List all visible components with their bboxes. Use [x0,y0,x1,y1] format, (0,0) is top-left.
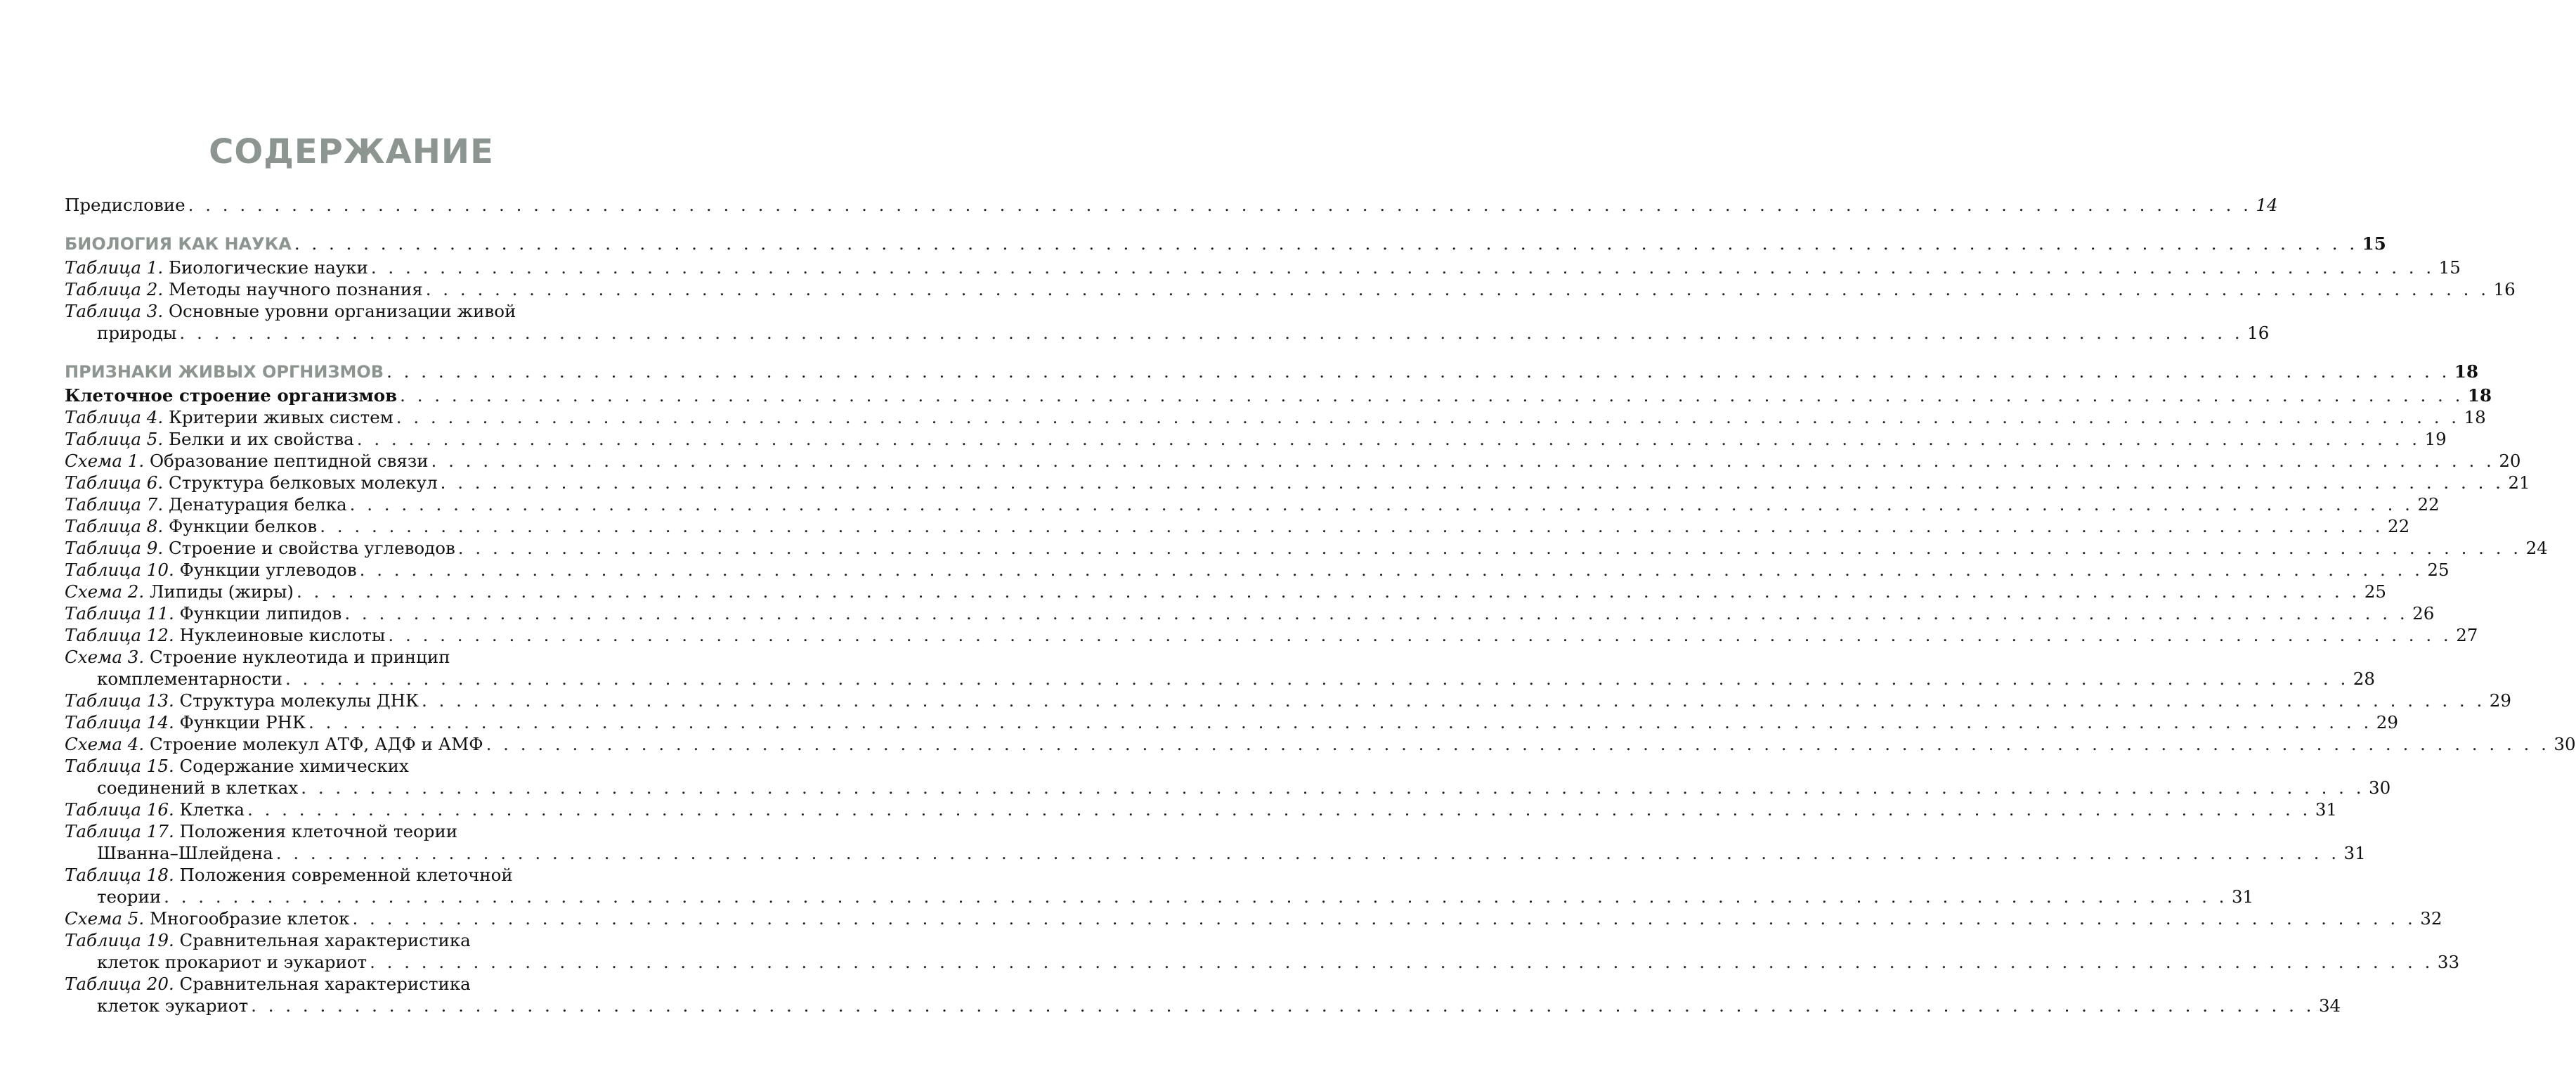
toc-entry [65,799,2338,820]
page-number: 22 [2417,494,2440,515]
toc-line [65,537,2548,559]
page-number: 33 [2437,952,2460,972]
dot-leader: . . . . . . . . . . . . . . . . . . . . . . . . . . . . . . . . . . . . . . . . . . . . . . . . . . . . . . . . . . . . . . . . . . . . . . . . . . . . . . . . . . . . . . . . . . . . . . . . . . . . . . . . . . . . . . . . . . . . . . . . [285,669,2349,689]
toc-line [65,842,2366,864]
toc-line [65,493,2440,515]
dot-leader: . . . . . . . . . . . . . . . . . . . . . . . . . . . . . . . . . . . . . . . . . . . . . . . . . . . . . . . . . . . . . . . . . . . . . . . . . . . . . . . . . . . . . . . . . . . . . . . . . . . . . . . . . . . . . . . . . . . . . . . . [320,516,2384,536]
toc-entry-label: Таблица 16. [65,799,174,820]
toc-entry-text: Нуклеиновые кислоты [179,625,386,645]
toc-entry-text: Основные уровни организации живой [168,301,516,321]
dot-leader: . . . . . . . . . . . . . . . . . . . . . . . . . . . . . . . . . . . . . . . . . . . . . . . . . . . . . . . . . . . . . . . . . . . . . . . . . . . . . . . . . . . . . . . . . . . . . . . . . . . . . . . . . . . . . . . . . . . . . . . . [301,777,2365,798]
toc-line [65,472,2530,493]
page-number: 29 [2376,712,2398,732]
toc-line [65,257,2461,278]
toc-preface-entry [65,194,2278,216]
toc-entry-text: Положения современной клеточной [179,865,513,885]
toc-entry-text: Функции РНК [179,712,306,732]
toc-line [65,995,2341,1016]
toc-entry-label: Таблица 12. [65,625,174,645]
toc-line [65,322,2270,344]
toc-line [65,951,2460,973]
toc-entry [65,755,2391,799]
toc-line [65,385,2492,406]
toc-entry-label: Схема 1. [65,451,145,471]
toc-line [65,194,2278,216]
toc-entry [65,733,2576,755]
toc-entry-text: Функции углеводов [179,560,357,580]
dot-leader: . . . . . . . . . . . . . . . . . . . . . . . . . . . . . . . . . . . . . . . . . . . . . . . . . . . . . . . . . . . . . . . . . . . . . . . . . . . . . . . . . . . . . . . . . . . . . . . . . . . . . . . . . . . . . . . . . . . . . . . . [344,603,2409,624]
toc-entry-label: Таблица 9. [65,538,164,558]
toc-entry-text: БИОЛОГИЯ КАК НАУКА [65,234,292,254]
toc-entry-text: Биологические науки [168,257,368,278]
toc-line [65,300,600,322]
page-number: 30 [2554,734,2576,754]
toc-entry [65,257,2461,278]
toc-entry [65,624,2478,646]
toc-entry-text: Положения клеточной теории [179,821,458,841]
page-number: 19 [2424,429,2447,449]
page-number: 15 [2362,233,2386,254]
toc-entry-text: Функции липидов [179,603,342,624]
toc-line [65,777,2391,799]
dot-leader: . . . . . . . . . . . . . . . . . . . . . . . . . . . . . . . . . . . . . . . . . . . . . . . . . . . . . . . . . . . . . . . . . . . . . . . . . . . . . . . . . . . . . . . . . . . . . . . . . . . . . . . . . . . . . . . . . . . . . . . . [396,407,2460,427]
dot-leader: . . . . . . . . . . . . . . . . . . . . . . . . . . . . . . . . . . . . . . . . . . . . . . . . . . . . . . . . . . . . . . . . . . . . . . . . . . . . . . . . . . . . . . . . . . . . . . . . . . . . . . . . . . . . . . . . . . . . . . . . [386,361,2450,382]
page-number: 31 [2231,886,2254,907]
toc-line [65,929,600,951]
toc-entry [65,711,2398,733]
toc-entry-label: Таблица 6. [65,472,164,493]
toc-entry [65,602,2435,624]
toc-line [65,559,2450,581]
toc-subsection-heading [65,385,2492,406]
toc-entry-label: Таблица 7. [65,494,164,515]
toc-entry-label: Таблица 19. [65,930,174,950]
toc-line [65,515,2410,537]
page-number: 29 [2489,690,2511,711]
toc-entry-text: Строение и свойства углеводов [168,538,455,558]
page-number: 14 [2256,195,2278,215]
toc-line [65,581,2386,602]
page-number: 24 [2525,538,2548,558]
dot-leader: . . . . . . . . . . . . . . . . . . . . . . . . . . . . . . . . . . . . . . . . . . . . . . . . . . . . . . . . . . . . . . . . . . . . . . . . . . . . . . . . . . . . . . . . . . . . . . . . . . . . . . . . . . . . . . . . . . . . . . . . [486,734,2550,754]
toc-line [65,278,2516,300]
toc-entry-label: Таблица 18. [65,865,174,885]
toc-line [65,886,2254,908]
toc-line [65,864,600,886]
toc-entry-label: Таблица 17. [65,821,174,841]
toc-entry-text: Предисловие [65,195,186,215]
toc-entry-label: Таблица 4. [65,407,164,427]
page-number: 21 [2508,472,2530,493]
toc-entry [65,908,2442,929]
dot-leader: . . . . . . . . . . . . . . . . . . . . . . . . . . . . . . . . . . . . . . . . . . . . . . . . . . . . . . . . . . . . . . . . . . . . . . . . . . . . . . . . . . . . . . . . . . . . . . . . . . . . . . . . . . . . . . . . . . . . . . . . [296,581,2360,602]
page-number: 25 [2364,581,2386,602]
toc-entry-text: Сравнительная характеристика [179,930,471,950]
toc-section-heading [65,359,2479,385]
dot-leader: . . . . . . . . . . . . . . . . . . . . . . . . . . . . . . . . . . . . . . . . . . . . . . . . . . . . . . . . . . . . . . . . . . . . . . . . . . . . . . . . . . . . . . . . . . . . . . . . . . . . . . . . . . . . . . . . . . . . . . . . [308,712,2372,732]
toc-line [65,359,2479,385]
toc-entry-text: Многообразие клеток [149,908,350,929]
toc-entry [65,646,2375,690]
page-number: 26 [2412,603,2435,624]
toc-line [65,406,2486,428]
page-number: 25 [2427,560,2450,580]
page-number: 27 [2456,625,2478,645]
toc-entry [65,864,2254,908]
toc-line [65,668,2375,690]
toc-entry-text: Шванна–Шлейдена [97,843,273,863]
toc-entry-text: Клеточное строение организмов [65,385,398,406]
dot-leader: . . . . . . . . . . . . . . . . . . . . . . . . . . . . . . . . . . . . . . . . . . . . . . . . . . . . . . . . . . . . . . . . . . . . . . . . . . . . . . . . . . . . . . . . . . . . . . . . . . . . . . . . . . . . . . . . . . . . . . . . [421,690,2485,711]
toc-entry-text: природы [97,323,177,343]
dot-leader: . . . . . . . . . . . . . . . . . . . . . . . . . . . . . . . . . . . . . . . . . . . . . . . . . . . . . . . . . . . . . . . . . . . . . . . . . . . . . . . . . . . . . . . . . . . . . . . . . . . . . . . . . . . . . . . . . . . . . . . . [247,799,2311,820]
dot-leader: . . . . . . . . . . . . . . . . . . . . . . . . . . . . . . . . . . . . . . . . . . . . . . . . . . . . . . . . . . . . . . . . . . . . . . . . . . . . . . . . . . . . . . . . . . . . . . . . . . . . . . . . . . . . . . . . . . . . . . . . [457,538,2522,558]
dot-leader: . . . . . . . . . . . . . . . . . . . . . . . . . . . . . . . . . . . . . . . . . . . . . . . . . . . . . . . . . . . . . . . . . . . . . . . . . . . . . . . . . . . . . . . . . . . . . . . . . . . . . . . . . . . . . . . . . . . . . . . . [294,233,2358,254]
toc-line [65,428,2447,450]
page-number: 32 [2420,908,2442,929]
dot-leader: . . . . . . . . . . . . . . . . . . . . . . . . . . . . . . . . . . . . . . . . . . . . . . . . . . . . . . . . . . . . . . . . . . . . . . . . . . . . . . . . . . . . . . . . . . . . . . . . . . . . . . . . . . . . . . . . . . . . . . . . [370,257,2435,278]
toc-entry-text: Липиды (жиры) [149,581,294,602]
toc-entry-text: ПРИЗНАКИ ЖИВЫХ ОРГНИЗМОВ [65,362,384,382]
dot-leader: . . . . . . . . . . . . . . . . . . . . . . . . . . . . . . . . . . . . . . . . . . . . . . . . . . . . . . . . . . . . . . . . . . . . . . . . . . . . . . . . . . . . . . . . . . . . . . . . . . . . . . . . . . . . . . . . . . . . . . . . [179,323,2244,343]
toc-line [65,733,2576,755]
dot-leader: . . . . . . . . . . . . . . . . . . . . . . . . . . . . . . . . . . . . . . . . . . . . . . . . . . . . . . . . . . . . . . . . . . . . . . . . . . . . . . . . . . . . . . . . . . . . . . . . . . . . . . . . . . . . . . . . . . . . . . . . [275,843,2340,863]
toc-entry [65,537,2548,559]
toc-entry [65,493,2440,515]
toc-entry-text: Критерии живых систем [168,407,393,427]
section-spacer [65,344,600,359]
toc-entry-text: Образование пептидной связи [149,451,429,471]
dot-leader: . . . . . . . . . . . . . . . . . . . . . . . . . . . . . . . . . . . . . . . . . . . . . . . . . . . . . . . . . . . . . . . . . . . . . . . . . . . . . . . . . . . . . . . . . . . . . . . . . . . . . . . . . . . . . . . . . . . . . . . . [400,385,2464,406]
toc-entry [65,406,2486,428]
dot-leader: . . . . . . . . . . . . . . . . . . . . . . . . . . . . . . . . . . . . . . . . . . . . . . . . . . . . . . . . . . . . . . . . . . . . . . . . . . . . . . . . . . . . . . . . . . . . . . . . . . . . . . . . . . . . . . . . . . . . . . . . [388,625,2452,645]
dot-leader: . . . . . . . . . . . . . . . . . . . . . . . . . . . . . . . . . . . . . . . . . . . . . . . . . . . . . . . . . . . . . . . . . . . . . . . . . . . . . . . . . . . . . . . . . . . . . . . . . . . . . . . . . . . . . . . . . . . . . . . . [440,472,2504,493]
page-number: 28 [2353,669,2375,689]
toc-entry-text: Функции белков [168,516,318,536]
toc-line [65,711,2398,733]
toc-line [65,602,2435,624]
toc-line [65,624,2478,646]
toc-entry-text: клеток прокариот и эукариот [97,952,367,972]
page-number: 18 [2454,361,2479,382]
toc-entry [65,929,2460,973]
toc-entry-text: Белки и их свойства [168,429,354,449]
toc-entry-label: Схема 3. [65,647,145,667]
toc-line [65,973,600,995]
toc-entry [65,973,2341,1016]
toc-entry-label: Таблица 15. [65,756,174,776]
dot-leader: . . . . . . . . . . . . . . . . . . . . . . . . . . . . . . . . . . . . . . . . . . . . . . . . . . . . . . . . . . . . . . . . . . . . . . . . . . . . . . . . . . . . . . . . . . . . . . . . . . . . . . . . . . . . . . . . . . . . . . . . [359,560,2424,580]
page-number: 18 [2464,407,2486,427]
toc-entry-label: Таблица 10. [65,560,174,580]
toc-entry-text: Строение нуклеотида и принцип [149,647,450,667]
page-number: 22 [2388,516,2410,536]
toc-entry-label: Схема 4. [65,734,145,754]
toc-line [65,820,600,842]
toc-entry [65,559,2450,581]
dot-leader: . . . . . . . . . . . . . . . . . . . . . . . . . . . . . . . . . . . . . . . . . . . . . . . . . . . . . . . . . . . . . . . . . . . . . . . . . . . . . . . . . . . . . . . . . . . . . . . . . . . . . . . . . . . . . . . . . . . . . . . . [251,995,2315,1016]
dot-leader: . . . . . . . . . . . . . . . . . . . . . . . . . . . . . . . . . . . . . . . . . . . . . . . . . . . . . . . . . . . . . . . . . . . . . . . . . . . . . . . . . . . . . . . . . . . . . . . . . . . . . . . . . . . . . . . . . . . . . . . . [425,279,2490,299]
dot-leader: . . . . . . . . . . . . . . . . . . . . . . . . . . . . . . . . . . . . . . . . . . . . . . . . . . . . . . . . . . . . . . . . . . . . . . . . . . . . . . . . . . . . . . . . . . . . . . . . . . . . . . . . . . . . . . . . . . . . . . . . [164,886,2227,907]
dot-leader: . . . . . . . . . . . . . . . . . . . . . . . . . . . . . . . . . . . . . . . . . . . . . . . . . . . . . . . . . . . . . . . . . . . . . . . . . . . . . . . . . . . . . . . . . . . . . . . . . . . . . . . . . . . . . . . . . . . . . . . . [188,195,2252,215]
page-number: 16 [2493,279,2516,299]
toc-entry-text: Клетка [179,799,245,820]
toc-entry [65,581,2386,602]
toc-entry-text: Содержание химических [179,756,409,776]
toc-entry [65,515,2410,537]
toc-entry-label: Таблица 1. [65,257,164,278]
toc-line [65,690,2511,711]
toc-entry-text: Структура белковых молекул [168,472,438,493]
toc-entry-text: теории [97,886,162,907]
toc-entry-label: Таблица 20. [65,974,174,994]
dot-leader: . . . . . . . . . . . . . . . . . . . . . . . . . . . . . . . . . . . . . . . . . . . . . . . . . . . . . . . . . . . . . . . . . . . . . . . . . . . . . . . . . . . . . . . . . . . . . . . . . . . . . . . . . . . . . . . . . . . . . . . . [431,451,2495,471]
toc-line [65,450,2521,472]
dot-leader: . . . . . . . . . . . . . . . . . . . . . . . . . . . . . . . . . . . . . . . . . . . . . . . . . . . . . . . . . . . . . . . . . . . . . . . . . . . . . . . . . . . . . . . . . . . . . . . . . . . . . . . . . . . . . . . . . . . . . . . . [352,908,2416,929]
toc-entry [65,278,2516,300]
page-number: 18 [2467,385,2492,406]
dot-leader: . . . . . . . . . . . . . . . . . . . . . . . . . . . . . . . . . . . . . . . . . . . . . . . . . . . . . . . . . . . . . . . . . . . . . . . . . . . . . . . . . . . . . . . . . . . . . . . . . . . . . . . . . . . . . . . . . . . . . . . . [370,952,2433,972]
toc-entry-text: соединений в клетках [97,777,299,798]
toc-entry [65,428,2447,450]
toc-entry-label: Таблица 14. [65,712,174,732]
toc-entry [65,300,2270,344]
toc-entry-text: Структура молекулы ДНК [179,690,419,711]
toc-entry [65,472,2530,493]
toc-entry-label: Таблица 3. [65,301,164,321]
toc-entry-label: Таблица 8. [65,516,164,536]
toc-list [65,194,2576,1016]
toc-entry-text: Сравнительная характеристика [179,974,471,994]
page-number: 20 [2499,451,2521,471]
dot-leader: . . . . . . . . . . . . . . . . . . . . . . . . . . . . . . . . . . . . . . . . . . . . . . . . . . . . . . . . . . . . . . . . . . . . . . . . . . . . . . . . . . . . . . . . . . . . . . . . . . . . . . . . . . . . . . . . . . . . . . . . [349,494,2414,515]
toc-entry-label: Таблица 2. [65,279,164,299]
toc-entry-text: Методы научного познания [168,279,423,299]
toc-entry-text: Строение молекул АТФ, АДФ и АМФ [149,734,483,754]
toc-entry-text: Денатурация белка [168,494,347,515]
toc-entry-label: Таблица 11. [65,603,174,624]
page-number: 31 [2343,843,2366,863]
toc-line [65,646,600,668]
page-number: 30 [2369,777,2391,798]
dot-leader: . . . . . . . . . . . . . . . . . . . . . . . . . . . . . . . . . . . . . . . . . . . . . . . . . . . . . . . . . . . . . . . . . . . . . . . . . . . . . . . . . . . . . . . . . . . . . . . . . . . . . . . . . . . . . . . . . . . . . . . . [356,429,2421,449]
toc-entry [65,450,2521,472]
toc-entry-label: Схема 2. [65,581,145,602]
toc-line [65,755,600,777]
page-number: 15 [2438,257,2461,278]
page-number: 34 [2318,995,2341,1016]
page-number: 31 [2315,799,2338,820]
toc-entry [65,690,2511,711]
toc-entry-label: Схема 5. [65,908,145,929]
toc-entry-text: клеток эукариот [97,995,249,1016]
toc-line [65,908,2442,929]
toc-entry-text: комплементарности [97,669,282,689]
page-title: СОДЕРЖАНИЕ [209,132,494,172]
toc-entry-label: Таблица 5. [65,429,164,449]
toc-entry-label: Таблица 13. [65,690,174,711]
toc-entry [65,820,2366,864]
toc-section-heading [65,231,2386,257]
toc-line [65,799,2338,820]
toc-line [65,231,2386,257]
page-number: 16 [2247,323,2270,343]
